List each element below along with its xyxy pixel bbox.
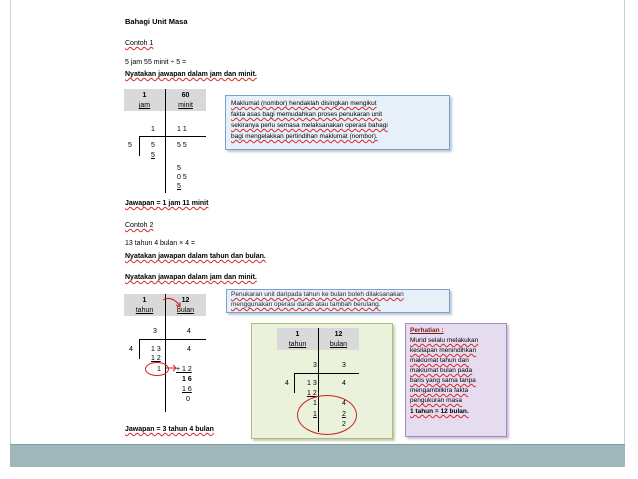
table3-h2-num: 12 [334,331,343,338]
table1-division-bracket [139,136,140,156]
example2-label: Contoh 2 [125,222,154,229]
table1-dividend-1: 5 [151,142,155,149]
table3-divisor: 4 [285,380,289,387]
table3-quotient-1: 3 [313,362,317,369]
attention-line-3: maklumat tahun dan [410,357,469,364]
example2-correct-table-box [251,323,393,439]
page-title: Bahagi Unit Masa [125,17,188,26]
table2-h1-unit: tahun [135,307,154,314]
table1-quotient-1: 1 [151,126,155,133]
table2-division-bracket [139,339,140,359]
table3-h2-unit: bulan [329,341,348,348]
example1-instruction: Nyatakan jawapan dalam jam dan minit. [125,71,257,78]
frame-right-border [624,0,625,444]
table1-h1-num: 1 [142,92,147,99]
example2-answer: Jawapan = 3 tahun 4 bulan [125,426,214,433]
attention-line-7: pengukuran masa [410,397,463,404]
note2-line-1: Penukaran unit daripada tahun ke bulan boleh dilaksanakan [231,291,404,298]
table3-division-bracket [294,373,295,393]
table3-h1-num: 1 [295,331,300,338]
note1-line-2: fakta asas bagi memudahkan proses penukaran unit [231,111,383,118]
table2-subtract-1: 1 2 [151,355,161,362]
table3-quotient-2: 3 [342,362,346,369]
attention-line-5: baris yang sama tanpa [410,377,476,384]
table3-division-bar [294,373,359,374]
table2-h2-num: 12 [181,297,190,304]
table2-dividend-1: 1 3 [151,346,161,353]
table3-subtract-1: 1 2 [307,390,317,397]
table2-step-3: 0 [186,396,190,403]
footer-bar [10,444,625,467]
table2-quotient-1: 3 [153,328,157,335]
table1-divisor: 5 [128,142,132,149]
note1-line-4: bagi mengelakkan pertindihan maklumat (nombor). [231,133,378,140]
table1-subtract-1: 5 [151,152,155,159]
table3-remainder-2: 4 [342,400,346,407]
table2-divisor: 4 [129,346,133,353]
attention-line-1: Murid selalu melakukan [410,337,479,344]
table2-h1-num: 1 [142,297,147,304]
table3-step-2: 2 [342,411,346,418]
note1-line-3: sekiranya perlu semasa melaksanakan operasi bahagi [231,122,388,129]
note2-line-2: menggunakan operasi darab atau tambah berulang. [231,301,381,308]
frame-left-border [10,0,11,444]
attention-fact: 1 tahun = 12 bulan. [410,408,469,415]
example2-instruction-2: Nyatakan jawapan dalam jam dan minit. [125,274,257,281]
table1-h1-unit: jam [138,102,151,109]
table2-step-1: 1 6 [182,376,192,383]
table3-step-1: 1 [313,411,317,418]
example2-note-box [226,289,450,313]
table1-h2-num: 60 [181,92,190,99]
example1-label: Contoh 1 [125,40,154,47]
table2-quotient-2: 4 [187,328,191,335]
example2-instruction-1: Nyatakan jawapan dalam tahun dan bulan. [125,253,266,260]
table2-h2-unit: bulan [176,307,195,314]
attention-box [405,323,507,437]
attention-heading: Perhatian : [410,327,444,334]
attention-line-4: maklumat bulan pada [410,367,473,374]
table3-h1-unit: tahun [288,341,307,348]
table2-step-2: 1 6 [182,386,192,393]
table1-divider-vertical [165,89,166,193]
table2-carry-value: + 1 2 [176,366,192,373]
note1-line-1: Maklumat (nombor) hendaklah disingkan mengikut [231,100,377,107]
table1-h2-unit: minit [178,102,193,109]
table3-step-3: 2 [342,421,346,428]
example2-problem: 13 tahun 4 bulan × 4 = [125,240,196,247]
table3-dividend-1: 1 3 [307,380,317,387]
table2-dividend-2: 4 [187,346,191,353]
example1-answer: Jawapan = 1 jam 11 minit [125,200,209,207]
table2-remainder: 1 [157,366,161,373]
table2-division-bar [139,339,206,340]
table3-dividend-2: 4 [342,380,346,387]
table1-step-3: 5 [177,183,181,190]
table3-highlight-circle [297,395,357,435]
table2-conversion-arrow [160,296,184,312]
table1-step-1: 5 [177,165,181,172]
table1-dividend-2: 5 5 [177,142,187,149]
attention-line-2: kesilapan menindihkan [410,347,477,354]
example1-problem: 5 jam 55 minit ÷ 5 = [125,59,187,66]
table1-quotient-2: 1 1 [177,126,187,133]
table1-division-bar [139,136,206,137]
table1-step-2: 0 5 [177,174,187,181]
table3-remainder-1: 1 [313,400,317,407]
example1-note-box [225,95,450,150]
attention-line-6: mengambilkira fakta [410,387,469,394]
